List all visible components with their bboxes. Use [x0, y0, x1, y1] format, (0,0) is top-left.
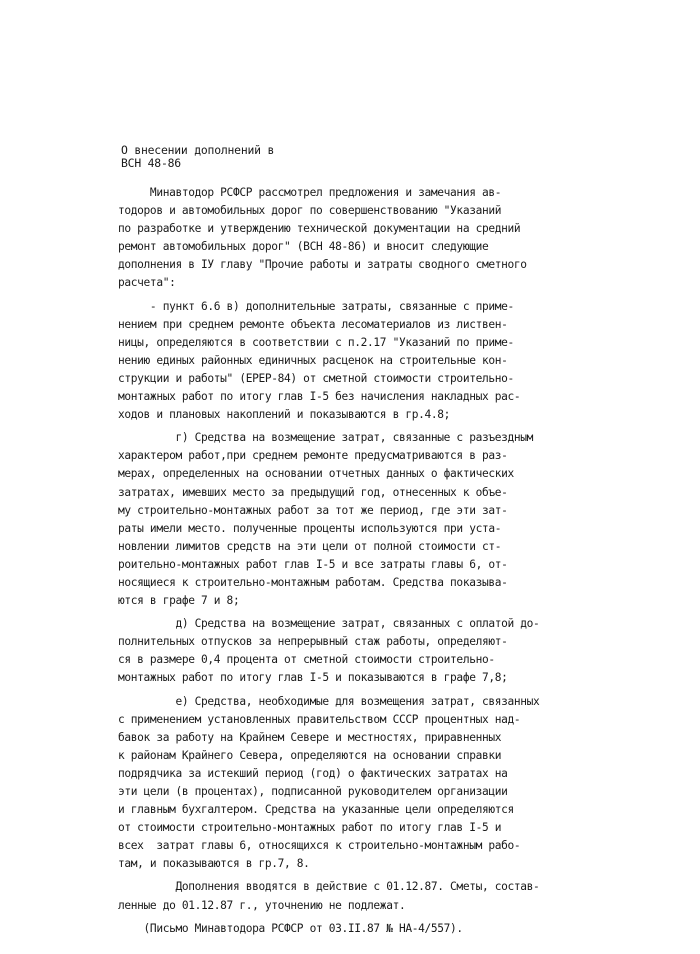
document-body	[118, 184, 588, 938]
text-line: - пункт 6.6 в) дополнительные затраты, связанные с приме-	[118, 299, 514, 313]
text-line: тодоров и автомобильных дорог по совершенствованию "Указаний	[118, 204, 502, 218]
paragraph	[118, 298, 588, 425]
paragraph	[118, 429, 588, 610]
text-line: раты имели место. полученные проценты используются при уста-	[118, 521, 502, 535]
text-line: и главным бухгалтером. Средства на указанные цели определяются	[118, 803, 514, 817]
heading-line-1: О внесении дополнений в	[121, 143, 275, 157]
paragraph	[118, 920, 588, 938]
text-line: расчета":	[118, 276, 176, 290]
text-line: там, и показываются в гр.7, 8.	[118, 857, 310, 871]
text-line: ницы, определяются в соответствии с п.2.17 "Указаний по приме-	[118, 335, 514, 349]
text-line: от стоимости строительно-монтажных работ по итогу глав I-5 и	[118, 821, 502, 835]
text-line: дополнения в IУ главу "Прочие работы и затраты сводного сметного	[118, 258, 527, 272]
text-line: му строительно-монтажных работ за тот же период, где эти зат-	[118, 503, 508, 517]
paragraph	[118, 878, 588, 914]
text-line: ленные до 01.12.87 г., уточнению не подлежат.	[118, 898, 406, 912]
text-line: Минавтодор РСФСР рассмотрел предложения и замечания ав-	[118, 186, 502, 199]
text-line: эти цели (в процентах), подписанной руководителем организации	[118, 785, 508, 798]
text-line: ся в размере 0,4 процента от сметной стоимости строительно-	[118, 653, 495, 667]
paragraph	[118, 184, 588, 293]
text-line: к районам Крайнего Севера, определяются на основании справки	[118, 748, 502, 762]
text-line: нению единых районных единичных расценок на строительные кон-	[118, 353, 508, 367]
heading-line-2: ВСН 48-86	[121, 156, 181, 170]
text-line: мерах, определенных на основании отчетных данных о фактических	[118, 467, 514, 481]
text-line: нением при среднем ремонте объекта лесоматериалов из листвен-	[118, 317, 508, 331]
text-line: Дополнения вводятся в действие с 01.12.87. Сметы, состав-	[118, 880, 540, 894]
text-line: полнительных отпусков за непрерывный стаж работы, определяют-	[118, 635, 508, 649]
text-line: роительно-монтажных работ глав I-5 и все затраты главы 6, от-	[118, 557, 508, 571]
text-line: по разработке и утверждению технической документации на средний	[118, 222, 521, 236]
paragraph	[118, 615, 588, 687]
paragraph	[118, 693, 588, 874]
text-line: подрядчика за истекший период (год) о фактических затратах на	[118, 766, 508, 780]
text-line: (Письмо Минавтодора РСФСР от 03.II.87 № НА-4/557).	[118, 921, 463, 935]
text-line: всех затрат главы 6, относящихся к строительно-монтажным рабо-	[118, 839, 521, 853]
text-line: монтажных работ по итогу глав I-5 и показываются в графе 7,8;	[118, 671, 508, 685]
text-line: г) Средства на возмещение затрат, связанные с разъездным	[118, 431, 534, 445]
text-line: ходов и плановых накоплений и показываются в гр.4.8;	[118, 408, 451, 422]
text-line: носящиеся к строительно-монтажным работам. Средства показыва-	[118, 575, 508, 589]
text-line: д) Средства на возмещение затрат, связанных с оплатой до-	[118, 617, 540, 631]
text-line: с применением установленных правительством СССР процентных над-	[118, 712, 521, 726]
text-line: е) Средства, необходимые для возмещения затрат, связанных	[118, 694, 540, 708]
document-heading	[121, 144, 274, 170]
text-line: монтажных работ по итогу глав I-5 без начисления накладных рас-	[118, 390, 521, 404]
text-line: новлении лимитов средств на эти цели от полной стоимости ст-	[118, 539, 502, 553]
text-line: ремонт автомобильных дорог" (ВСН 48-86) и вносит следующие	[118, 240, 489, 254]
text-line: характером работ,при среднем ремонте предусматриваются в раз-	[118, 449, 508, 463]
text-line: ются в графе 7 и 8;	[118, 594, 240, 608]
text-line: струкции и работы" (ЕРЕР-84) от сметной стоимости строительно-	[118, 371, 514, 385]
text-line: бавок за работу на Крайнем Севере и местностях, приравненных	[118, 730, 502, 744]
text-line: затратах, имевших место за предыдущий год, отнесенных к объе-	[118, 485, 508, 499]
